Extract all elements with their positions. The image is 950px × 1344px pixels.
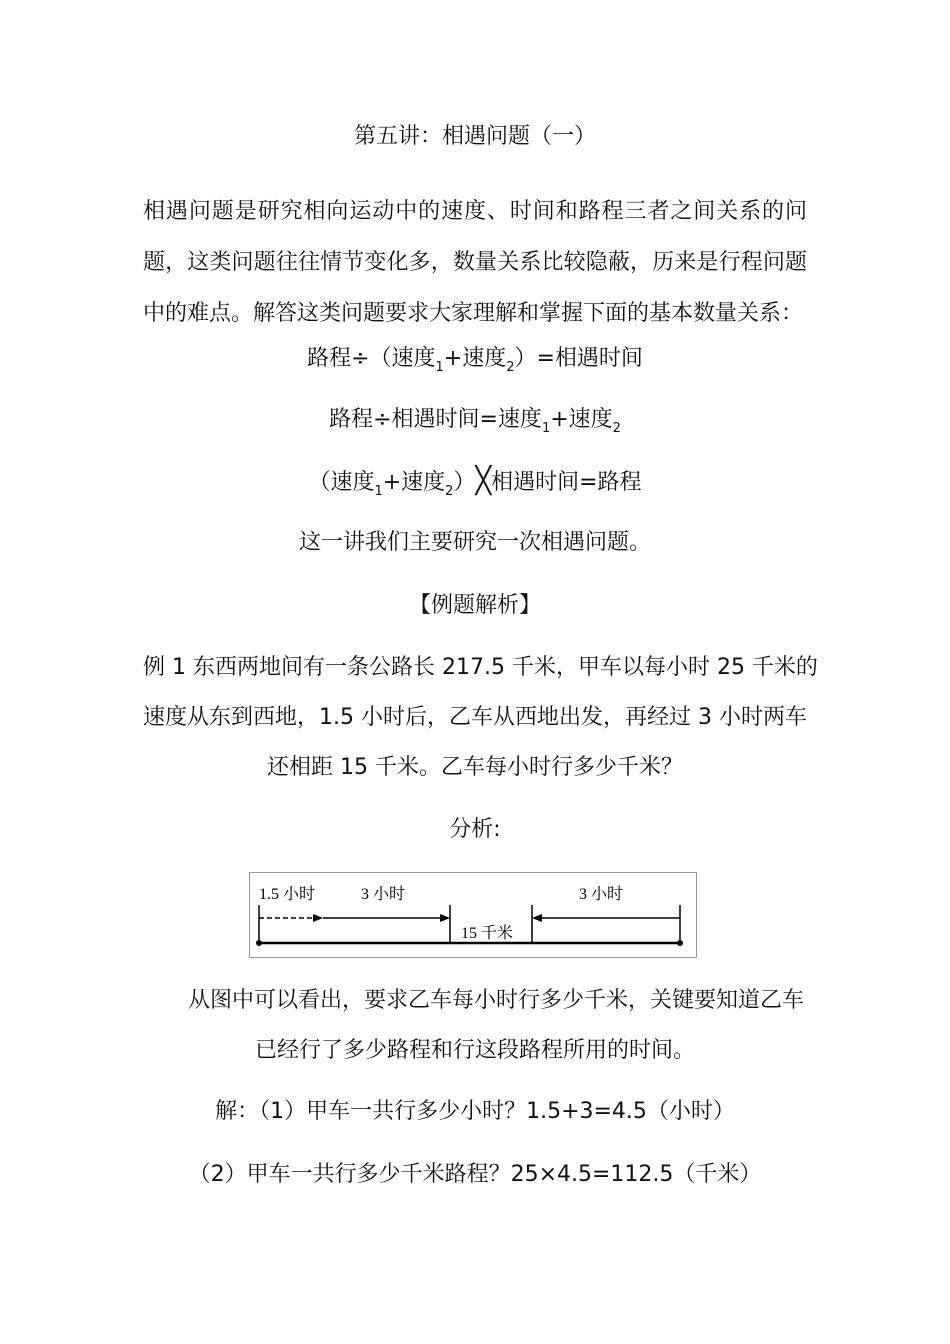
- label-1-5-hours: 1.5 小时: [259, 886, 316, 903]
- explain-line-2: 已经行了多少路程和行这段路程所用的时间。: [254, 1038, 695, 1063]
- example-1-line-1: 例 1 东西两地间有一条公路长 217.5 千米，甲车以每小时 25 千米的: [143, 655, 818, 680]
- formula-1-part-b: +速度: [443, 346, 507, 371]
- page-title: 第五讲：相遇问题（一）: [353, 124, 596, 149]
- formula-3-sub-2: 2: [445, 484, 454, 499]
- example-1-line-3: 还相距 15 千米。乙车每小时行多少千米？: [267, 755, 683, 780]
- formula-3-part-b: +速度: [382, 470, 446, 495]
- distance-diagram: [249, 872, 697, 958]
- formula-3-part-d: 相遇时间=路程: [491, 470, 642, 495]
- formula-2-sub-2: 2: [612, 421, 621, 436]
- formula-3: [0, 466, 950, 498]
- example-1-line-2: 速度从东到西地，1.5 小时后，乙车从西地出发，再经过 3 小时两车: [143, 705, 807, 730]
- explain-line-1: 从图中可以看出，要求乙车每小时行多少千米，关键要知道乙车: [188, 988, 805, 1013]
- solution-step-1: 解：（1）甲车一共行多少小时？1.5+3=4.5（小时）: [215, 1099, 735, 1124]
- formula-1-sub-1: 1: [435, 360, 444, 375]
- formula-3-part-a: （速度: [308, 470, 375, 495]
- label-3-hours-jia: 3 小时: [361, 886, 406, 903]
- analysis-label: 分析:: [449, 817, 501, 842]
- formula-2-sub-1: 1: [541, 421, 551, 436]
- formula-1-part-a: 路程÷（速度: [307, 346, 436, 371]
- formula-3-part-c: ）: [453, 470, 476, 495]
- formula-2: [0, 405, 950, 435]
- formula-1-sub-2: 2: [506, 360, 515, 375]
- section-heading: 【例题解析】: [408, 593, 541, 618]
- multiply-sign: ╳: [475, 466, 492, 496]
- formula-2-part-b: +速度: [550, 407, 613, 432]
- focus-sentence: 这一讲我们主要研究一次相遇问题。: [298, 530, 651, 555]
- intro-paragraph: 相遇问题是研究相向运动中的速度、时间和路程三者之间关系的问题，这类问题往往情节变化多，数量关系比较隐蔽，历来是行程问题中的难点。解答这类问题要求大家理解和掌握下面的基本数量关系：: [143, 199, 807, 326]
- formula-3-sub-1: 1: [374, 484, 383, 499]
- formula-2-part-a: 路程÷相遇时间=速度: [329, 407, 542, 432]
- label-3-hours-yi: 3 小时: [579, 886, 624, 903]
- label-15-km: 15 千米: [461, 925, 514, 942]
- solution-step-2: （2）甲车一共行多少千米路程？25×4.5=112.5（千米）: [188, 1162, 762, 1187]
- formula-1: [0, 344, 950, 374]
- formula-1-part-c: ）=相遇时间: [514, 346, 643, 371]
